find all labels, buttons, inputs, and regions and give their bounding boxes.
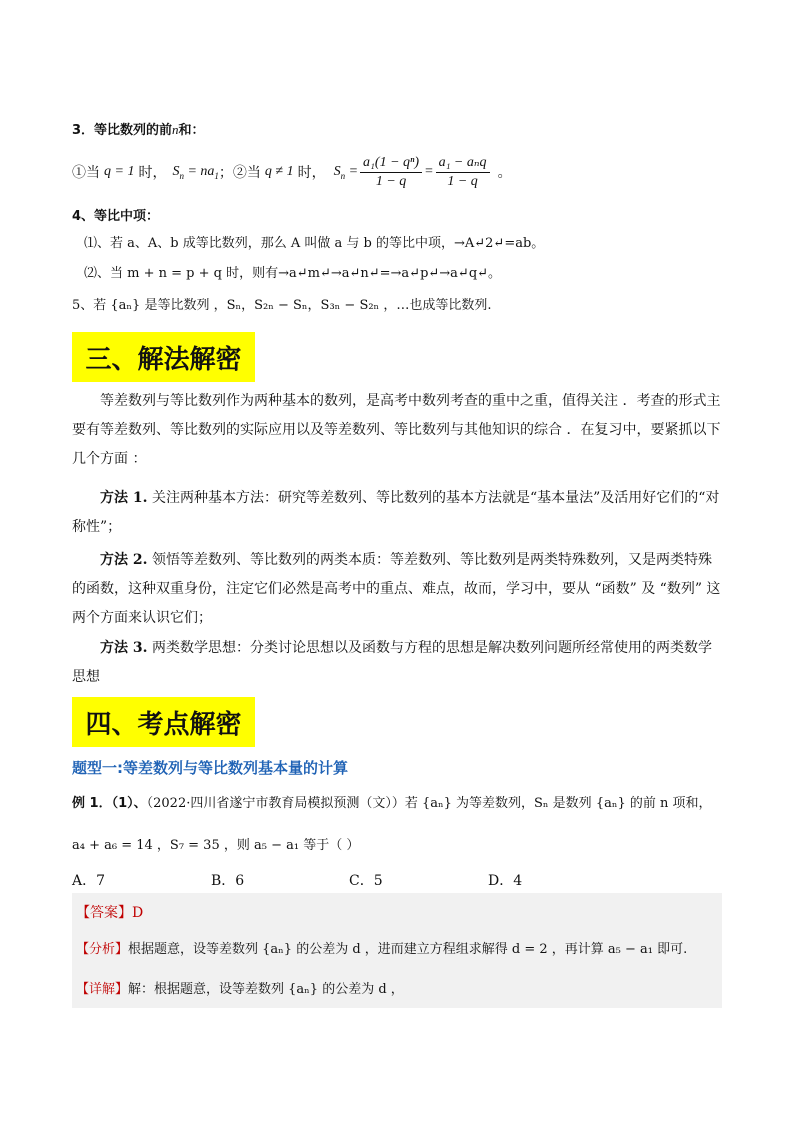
example-source: （2022·四川省遂宁市教育局模拟预测（文）） — [146, 796, 405, 811]
method-3-label: 方法 3. — [100, 640, 148, 656]
section-3-heading-n: n — [172, 122, 179, 137]
method-1-text: 关注两种基本方法：研究等差数列、等比数列的基本方法就是“基本量法”及活用好它们的“对称性”； — [72, 490, 720, 535]
section-3-heading-text: 3．等比数列的前 — [72, 123, 173, 138]
case1-formula-rhs: = na — [187, 163, 215, 179]
case2-mid: 时， — [297, 165, 326, 181]
answer-value: D — [132, 905, 144, 921]
analysis-tag: 【分析】 — [76, 942, 129, 957]
banner-section-4-text: 四、考点解密 — [85, 709, 242, 740]
case1-prefix: ①当 — [72, 165, 100, 181]
answer-line — [76, 902, 143, 922]
method-2-text: 领悟等差数列、等比数列的两类本质：等差数列、等比数列是两类特殊数列，又是两类特殊的函数，这种双重身份，注定它们必然是高考中的重点、难点，故而，学习中，要从 “函数” 及 “数列” 这两个方面来认识它们； — [72, 552, 721, 626]
option-a: A．7 — [72, 873, 106, 889]
sum-fraction-2 — [436, 154, 490, 191]
detail-text: 解：根据题意，设等差数列 {aₙ} 的公差为 d ， — [128, 982, 404, 997]
banner-section-3-text: 三、解法解密 — [85, 344, 242, 375]
example-stem: 若 {aₙ} 为等差数列，Sₙ 是数列 {aₙ} 的前 n 项和， — [404, 796, 712, 811]
analysis-line — [76, 938, 687, 957]
option-d: D．4 — [488, 873, 523, 889]
example-condition-line: a₄ + a₆ = 14 ，S₇ = 35 ，则 a₅ − a₁ 等于（ ） — [72, 838, 360, 853]
section-5-line — [72, 294, 491, 313]
case1-condition: q = 1 — [104, 164, 135, 179]
case1-formula: $S_n = na_1$ — [172, 163, 219, 181]
geometric-mean-item-1: ⑴、若 a、A、b 成等比数列，那么 A 叫做 a 与 b 的等比中项，→A↵2↵=ab。 — [84, 236, 545, 251]
option-b: B．6 — [211, 873, 245, 889]
method-3 — [72, 634, 722, 692]
banner-section-3 — [72, 332, 255, 382]
topic-heading: 题型一:等差数列与等比数列基本量的计算 — [72, 759, 349, 777]
case2-prefix: ；②当 — [218, 165, 261, 181]
geometric-mean-item-2: ⑵、当 m + n = p + q 时，则有→a↵m↵→a↵n↵=→a↵p↵→a↵q↵。 — [84, 266, 502, 281]
fraction-1-denominator: 1 − q — [375, 173, 407, 189]
section-3-heading — [72, 119, 205, 138]
method-2 — [72, 546, 722, 633]
section-4-heading: 4、等比中项： — [72, 209, 160, 224]
example-stem-line — [72, 792, 712, 811]
example-label: 例 1．（1）、 — [72, 796, 147, 811]
option-c: C．5 — [349, 873, 383, 889]
method-2-label: 方法 2. — [100, 552, 148, 568]
formula-end-mark: 。 — [497, 165, 512, 181]
detail-line — [76, 978, 404, 997]
answer-tag: 【答案】 — [76, 905, 132, 921]
banner-section-4 — [72, 697, 255, 747]
fraction-1-numerator: a₁(1 − qⁿ) — [360, 154, 422, 173]
detail-tag: 【详解】 — [76, 982, 129, 997]
case2-condition: q ≠ 1 — [264, 164, 294, 179]
section-3-heading-tail: 和： — [178, 123, 205, 138]
case2-lhs: $S_n$ = — [333, 163, 359, 181]
fraction-2-numerator: a₁ − aₙq — [436, 154, 490, 173]
sum-fraction-1 — [360, 154, 422, 191]
section-5-text: 5、若 {aₙ} 是等比数列 ，Sₙ，S₂ₙ − Sₙ，S₃ₙ − S₂ₙ ，…也成等比数列. — [72, 298, 492, 313]
fraction-2-denominator: 1 − q — [447, 173, 478, 189]
case1-formula-s: S — [172, 163, 180, 179]
sum-formula-line: ①当 q = 1 时， $S_n = na_1$ ；②当 q ≠ 1 时， $S_n$ = $\frac{\text{a₁(1 − qⁿ)}}{1 - q}$ = $\frac{\text{a₁ − aₙq}}{1 - q}$ 。 — [72, 154, 512, 189]
intro-paragraph: 等差数列与等比数列作为两种基本的数列，是高考中数列考查的重中之重，值得关注 ．考查的形式主要有等差数列、等比数列的实际应用以及等差数列、等比数列与其他知识的综合 ．在复习中，要紧抓以下几个方面 ： — [72, 393, 721, 467]
analysis-text: 根据题意，设等差数列 {aₙ} 的公差为 d ，进而建立方程组求解得 d = 2 ，再计算 a₅ − a₁ 即可. — [128, 942, 688, 957]
method-1-label: 方法 1. — [100, 490, 148, 506]
method-1 — [72, 484, 722, 542]
case1-mid: 时， — [138, 165, 167, 181]
method-3-text: 两类数学思想：分类讨论思想以及函数与方程的思想是解决数列问题所经常使用的两类数学思想 — [72, 640, 712, 685]
